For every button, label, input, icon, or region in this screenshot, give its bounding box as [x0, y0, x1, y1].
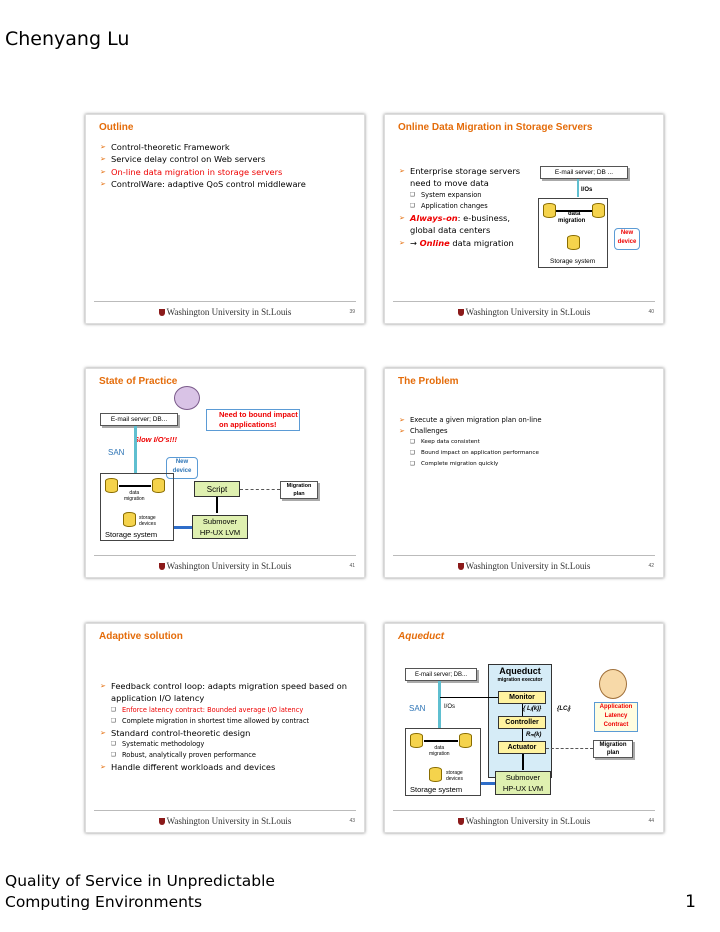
- ios-label: I/Os: [444, 704, 456, 710]
- io-arrow: [438, 681, 441, 728]
- submover-box: Submover HP-UX LVM: [192, 515, 248, 539]
- storage-cylinder-icon: [123, 512, 136, 527]
- bullet-continuation: ➢ → Online data migration: [399, 237, 537, 249]
- storage-system-label: Storage system: [410, 785, 463, 794]
- sub-bullet: ❑ Systematic methodology: [100, 739, 355, 750]
- sub-bullet: ❑ Complete migration in shortest time allowed by contract: [100, 716, 355, 727]
- sub-bullet-highlight: ❑ Enforce latency contract: Bounded average I/O latency: [100, 705, 355, 716]
- data-migration-label: data migration: [124, 490, 145, 502]
- slide-title: State of Practice: [99, 376, 178, 387]
- storage-system-label: Storage system: [550, 258, 596, 265]
- footer-divider: [393, 301, 655, 302]
- happy-user-icon: [599, 669, 627, 699]
- storage-cylinder-icon: [543, 203, 556, 218]
- script-box: Script: [194, 481, 240, 497]
- plan-link: [240, 489, 280, 490]
- sub-bullet: ❑ Complete migration quickly: [399, 459, 654, 470]
- submover-link: [174, 526, 192, 529]
- data-label: data: [568, 211, 581, 217]
- email-server-box: E-mail server; DB...: [100, 413, 178, 426]
- storage-cylinder-icon: [410, 733, 423, 748]
- callout-need-bound: Need to bound impact on applications!: [206, 409, 300, 431]
- shield-icon: [159, 563, 165, 570]
- io-to-monitor-line: [440, 697, 498, 698]
- bullet: ➢ Handle different workloads and devices: [100, 761, 355, 773]
- university-logo: Washington University in St.Louis: [86, 561, 364, 571]
- storage-devices-label: storage devices: [139, 515, 156, 527]
- storage-cylinder-icon: [459, 733, 472, 748]
- slide-number: 44: [648, 818, 654, 824]
- slide-number: 41: [349, 563, 355, 569]
- sub-bullet: ❑ Bound impact on application performance: [399, 448, 654, 459]
- io-arrow: [134, 426, 137, 473]
- slide-number: 40: [648, 309, 654, 315]
- bullet: ➢ Standard control-theoretic design: [100, 727, 355, 739]
- ios-label: I/Os: [581, 187, 593, 193]
- email-server-box: E-mail server; DB ...: [540, 166, 628, 179]
- slide-40: [384, 114, 664, 324]
- shield-icon: [159, 309, 165, 316]
- executor-label: migration executor: [497, 677, 543, 683]
- footer-divider: [94, 555, 356, 556]
- slide-title: Online Data Migration in Storage Servers: [398, 122, 593, 133]
- slide-44: [384, 623, 664, 833]
- slide-title: Outline: [99, 122, 134, 133]
- data-migration-label: data migration: [429, 745, 450, 757]
- migration-label: migration: [558, 218, 586, 224]
- latency-contract-label: {LCⱼ}: [557, 706, 571, 712]
- slow-ios-label: Slow I/O's!!!: [134, 435, 178, 444]
- bullet: ➢ Always-on: e-business, global data centers: [399, 212, 537, 237]
- new-device-callout: New device: [614, 228, 640, 250]
- slide-title: Adaptive solution: [99, 631, 183, 642]
- actuator-box: Actuator: [498, 741, 546, 754]
- bullet: ➢ Control-theoretic Framework: [100, 141, 355, 153]
- san-label: SAN: [108, 448, 125, 457]
- script-arrow: [216, 497, 218, 513]
- submover-box: Submover HP-UX LVM: [495, 771, 551, 795]
- author-name: Chenyang Lu: [5, 28, 130, 50]
- university-logo: Washington University in St.Louis: [385, 561, 663, 571]
- shield-icon: [458, 818, 464, 825]
- footer-divider: [393, 810, 655, 811]
- monitor-box: Monitor: [498, 691, 546, 704]
- slide-title: The Problem: [398, 376, 459, 387]
- slide-42: [384, 368, 664, 578]
- aqueduct-label: Aqueduct: [499, 666, 541, 676]
- slide-43: [85, 623, 365, 833]
- san-label: SAN: [409, 704, 426, 713]
- slide-39: [85, 114, 365, 324]
- bullet: ➢ Challenges: [399, 426, 654, 437]
- footer-divider: [94, 301, 356, 302]
- shield-icon: [159, 818, 165, 825]
- controller-box: Controller: [498, 716, 546, 729]
- university-logo: Washington University in St.Louis: [86, 816, 364, 826]
- latency-contract-box: Application Latency Contract: [594, 702, 638, 732]
- storage-cylinder-icon: [429, 767, 442, 782]
- rate-label: Rₘ(k): [526, 732, 542, 738]
- bullet: ➢ Enterprise storage servers need to move data: [399, 165, 537, 190]
- migration-plan-box: Migration plan: [280, 481, 318, 499]
- university-logo: Washington University in St.Louis: [385, 307, 663, 317]
- sub-bullet: ❑ Robust, analytically proven performance: [100, 750, 355, 761]
- bullet: ➢ Execute a given migration plan on-line: [399, 415, 654, 426]
- sub-bullet: ❑ Keep data consistent: [399, 437, 654, 448]
- latency-measure-label: { Lⱼ(k)}: [523, 706, 542, 712]
- migration-plan-box: Migration plan: [593, 740, 633, 758]
- storage-system-label: Storage system: [105, 530, 158, 539]
- university-logo: Washington University in St.Louis: [86, 307, 364, 317]
- storage-cylinder-icon: [105, 478, 118, 493]
- slide-title: Aqueduct: [398, 631, 445, 642]
- bullet: ➢ Service delay control on Web servers: [100, 153, 355, 165]
- monitor-to-controller-arrow: [522, 704, 523, 716]
- new-device-cylinder-icon: [567, 235, 580, 250]
- document-footer-title: Quality of Service in Unpredictable Computing Environments: [5, 872, 275, 911]
- plan-link: [546, 748, 593, 749]
- sub-bullet: ❑ Application changes: [399, 201, 537, 212]
- bullet: ➢ Feedback control loop: adapts migration speed based on application I/O latency: [100, 680, 355, 705]
- migration-arrow: [424, 740, 458, 742]
- sub-bullet: ❑ System expansion: [399, 190, 537, 201]
- slide-number: 42: [648, 563, 654, 569]
- bullet-highlight: ➢ On-line data migration in storage servers: [100, 166, 355, 178]
- email-server-box: E-mail server; DB...: [405, 668, 477, 681]
- footer-divider: [393, 555, 655, 556]
- storage-cylinder-icon: [592, 203, 605, 218]
- slide-41: [85, 368, 365, 578]
- migration-arrow: [119, 485, 151, 487]
- page-number: 1: [685, 892, 696, 912]
- shield-icon: [458, 309, 464, 316]
- new-device-callout: New device: [166, 457, 198, 479]
- shield-icon: [458, 563, 464, 570]
- submover-link: [481, 782, 495, 785]
- slide-number: 43: [349, 818, 355, 824]
- controller-to-actuator-arrow: [522, 729, 523, 741]
- footer-divider: [94, 810, 356, 811]
- actuator-arrow: [522, 754, 524, 770]
- university-logo: Washington University in St.Louis: [385, 816, 663, 826]
- frustrated-user-icon: [174, 386, 200, 410]
- storage-devices-label: storage devices: [446, 770, 463, 782]
- bullet: ➢ ControlWare: adaptive QoS control middleware: [100, 178, 355, 190]
- storage-cylinder-icon: [152, 478, 165, 493]
- io-arrow: [577, 179, 579, 197]
- slide-number: 39: [349, 309, 355, 315]
